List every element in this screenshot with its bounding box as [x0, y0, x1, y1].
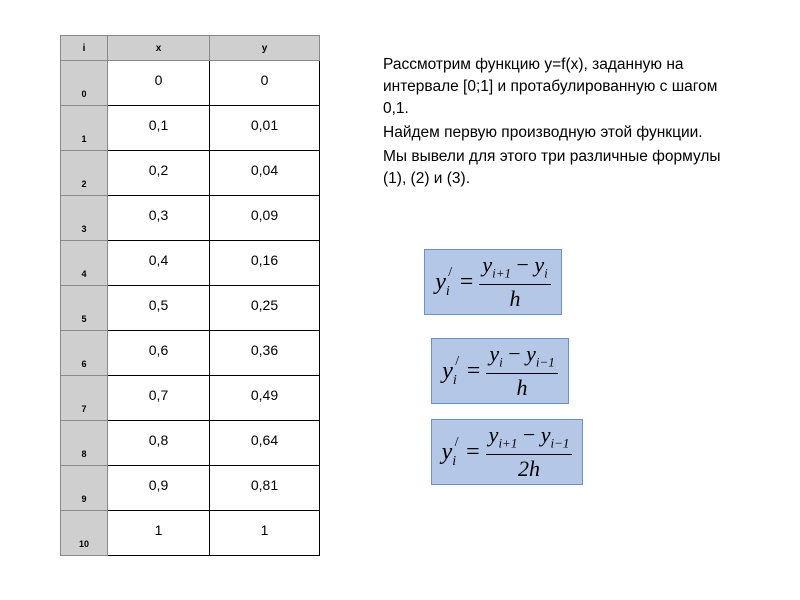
num-term-a-sub: i+1: [498, 435, 518, 451]
equals-sign: =: [466, 357, 481, 384]
prime-mark: /: [454, 434, 459, 450]
formula-3: [431, 419, 583, 485]
table-row: [61, 196, 320, 241]
formula-2: [431, 338, 569, 404]
lhs-subscript: i: [452, 453, 457, 469]
description-text: [383, 54, 743, 192]
cell-y: 1: [210, 511, 320, 556]
cell-y: 0,01: [210, 106, 320, 151]
denominator: 2h: [518, 455, 541, 481]
row-index: 2: [61, 151, 108, 196]
table-row: [61, 151, 320, 196]
cell-y: 0,04: [210, 151, 320, 196]
num-term-a-sub: i+1: [492, 265, 511, 281]
num-term-b-sub: i: [544, 265, 548, 281]
table-row: [61, 106, 320, 151]
lhs-y: y: [435, 268, 446, 295]
num-term-b: y: [526, 341, 536, 367]
lhs-y: y: [441, 438, 453, 465]
cell-y: 0: [210, 61, 320, 106]
cell-y: 0,16: [210, 241, 320, 286]
cell-y: 0,25: [210, 286, 320, 331]
formula-lhs: [442, 353, 460, 388]
table-row: [61, 241, 320, 286]
cell-x: 0: [108, 61, 210, 106]
cell-y: 0,09: [210, 196, 320, 241]
row-index: 4: [61, 241, 108, 286]
cell-x: 0,8: [108, 421, 210, 466]
row-index: 6: [61, 331, 108, 376]
formula-1: [424, 249, 562, 315]
table-row: [61, 61, 320, 106]
table-row: [61, 331, 320, 376]
table-header-row: [61, 36, 320, 61]
prime-mark: /: [448, 264, 453, 280]
cell-x: 0,7: [108, 376, 210, 421]
equals-sign: =: [466, 438, 480, 465]
lhs-y: y: [442, 357, 453, 384]
equals-sign: =: [459, 268, 474, 295]
cell-x: 0,5: [108, 286, 210, 331]
row-index: 1: [61, 106, 108, 151]
fraction: [486, 341, 557, 400]
row-index: 0: [61, 61, 108, 106]
row-index: 3: [61, 196, 108, 241]
paragraph-task: Найдем первую производную этой функции.: [383, 124, 703, 141]
table-row: [61, 511, 320, 556]
cell-x: 0,6: [108, 331, 210, 376]
num-term-a: y: [488, 422, 499, 448]
formula-lhs: [435, 264, 453, 299]
row-index: 9: [61, 466, 108, 511]
paragraph-formulas: Мы вывели для этого три различные формулы (1), (2) и (3).: [383, 148, 721, 187]
cell-y: 0,64: [210, 421, 320, 466]
lhs-subscript: i: [445, 283, 450, 299]
fraction: [479, 252, 550, 311]
num-term-a-sub: i: [499, 354, 503, 370]
num-term-b-sub: i−1: [550, 435, 570, 451]
lhs-subscript: i: [452, 372, 457, 388]
fraction: [486, 422, 573, 481]
cell-y: 0,81: [210, 466, 320, 511]
numerator: [486, 422, 573, 454]
cell-x: 0,9: [108, 466, 210, 511]
num-term-a: y: [489, 341, 500, 367]
cell-y: 0,49: [210, 376, 320, 421]
cell-x: 0,4: [108, 241, 210, 286]
minus-sign: −: [522, 422, 536, 448]
table-row: [61, 466, 320, 511]
row-index: 8: [61, 421, 108, 466]
header-y: y: [210, 36, 320, 61]
paragraph-intro: Рассмотрим функцию y=f(x), заданную на интервале [0;1] и протабулированную с шагом 0,1.: [383, 56, 718, 117]
table-row: [61, 286, 320, 331]
cell-x: 0,1: [108, 106, 210, 151]
num-term-b-sub: i−1: [535, 354, 555, 370]
numerator: [486, 341, 557, 373]
denominator: h: [509, 285, 521, 311]
cell-y: 0,36: [210, 331, 320, 376]
header-i: i: [61, 36, 108, 61]
minus-sign: −: [508, 341, 521, 367]
numerator: [479, 252, 550, 284]
cell-x: 1: [108, 511, 210, 556]
values-table: [60, 35, 320, 556]
header-x: x: [108, 36, 210, 61]
row-index: 10: [61, 511, 108, 556]
cell-x: 0,2: [108, 151, 210, 196]
num-term-a: y: [482, 252, 493, 278]
formula-lhs: [441, 434, 459, 469]
denominator: h: [516, 374, 528, 400]
minus-sign: −: [516, 252, 529, 278]
num-term-b: y: [540, 422, 551, 448]
num-term-b: y: [534, 252, 545, 278]
row-index: 7: [61, 376, 108, 421]
table-row: [61, 376, 320, 421]
row-index: 5: [61, 286, 108, 331]
prime-mark: /: [455, 353, 460, 369]
cell-x: 0,3: [108, 196, 210, 241]
table-row: [61, 421, 320, 466]
